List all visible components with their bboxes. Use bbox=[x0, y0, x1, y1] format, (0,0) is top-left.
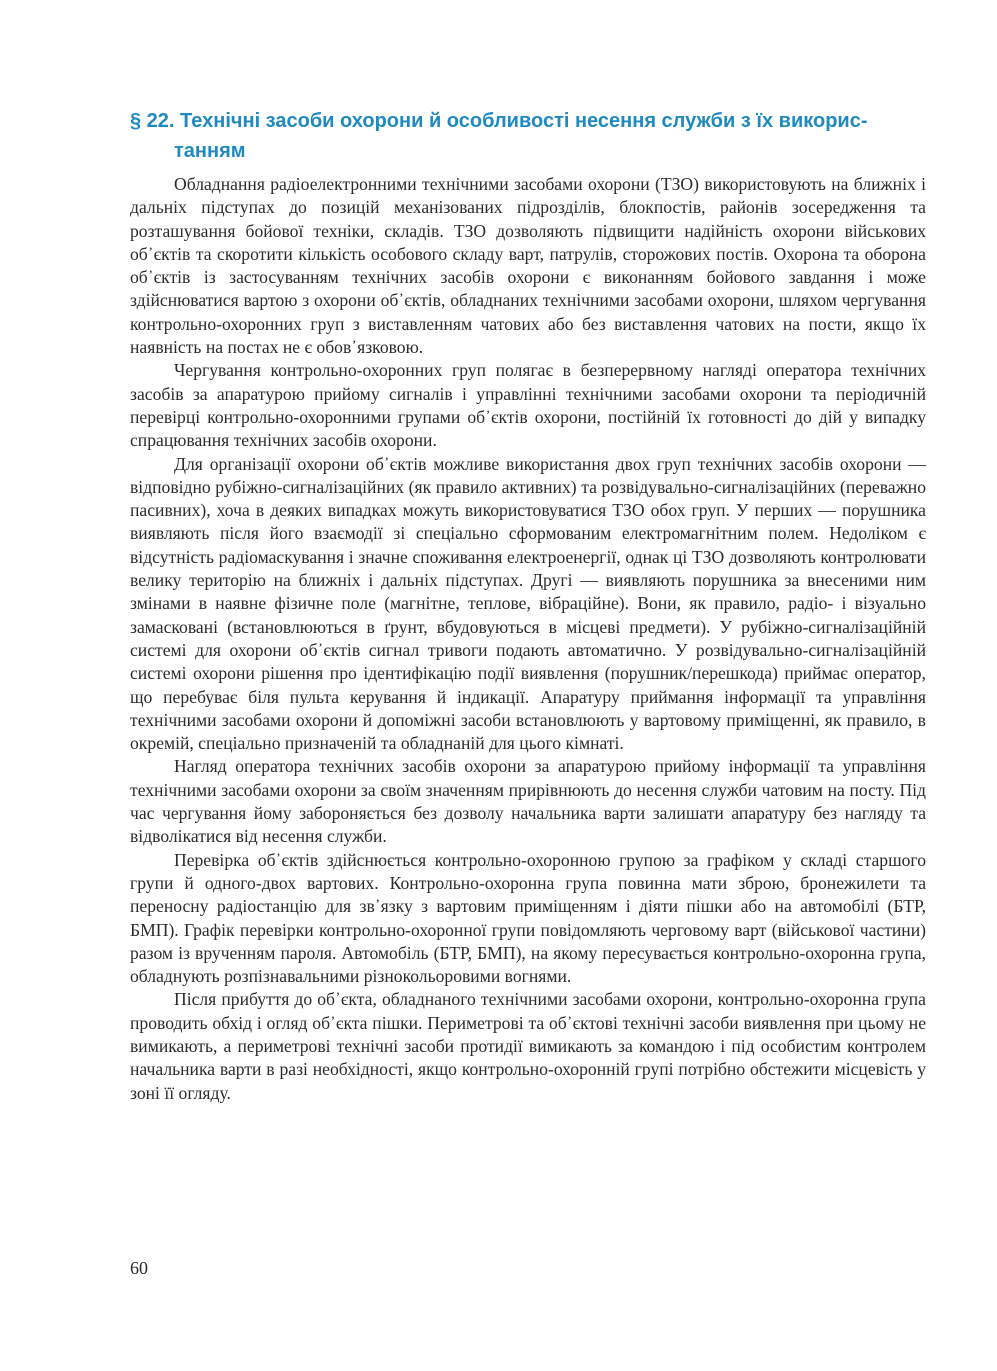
section-heading bbox=[130, 106, 930, 166]
section-heading-line-1: § 22. Технічні засоби охорони й особливості несення служби з їх викорис- bbox=[130, 110, 868, 132]
paragraph-3: Для організації охорони об᾿єктів можливе використання двох груп технічних засобів охорони — відповідно рубіжно-сигналізаційних (як правило активних) та розвідувально-сигналізаційних (переважно пасивних), хоча в деяких випадках можуть використовуватися ТЗО обох груп. У перших — порушника виявляють після його взаємодії зі спеціально сформованим електромагнітним полем. Недоліком є відсутність радіомаскування і значне споживання електроенергії, однак ці ТЗО дозволяють контролювати велику територію на ближніх і дальніх підступах. Другі — виявляють порушника за внесеними ним змінами в наявне фізичне поле (магнітне, теплове, вібраційне). Вони, як правило, радіо- і візуально замасковані (встановлюються в ґрунт, вбудовуються в місцеві предмети). У рубіжно-сигналізаційній системі для охорони об᾿єктів сигнал тривоги подають автоматично. У розвідувально-сигналізаційній системі охорони рішення про ідентифікацію події виявлення (порушник/перешкода) приймає оператор, що перебуває біля пульта керування й індикації. Апаратуру приймання інформації та управління технічними засобами охорони й допоміжні засоби встановлюють у вартовому приміщенні, як правило, в окремій, спеціально призначеній та обладнаній для цього кімнаті. bbox=[130, 453, 926, 754]
paragraph-2: Чергування контрольно-охоронних груп полягає в безперервному нагляді оператора технічних засобів за апаратурою прийому сигналів і управлінні технічними засобами охорони та періодичній перевірці контрольно-охоронними групами об᾿єктів охорони, постійній їх готовності до дій у випадку спрацювання технічних засобів охорони. bbox=[130, 360, 926, 451]
paragraph-4: Нагляд оператора технічних засобів охорони за апаратурою прийому інформації та управління технічними засобами охорони за своїм значенням прирівнюють до несення служби чатовим на посту. Під час чергування йому забороняється без дозволу начальника варти залишати апаратуру без нагляду та відволікатися від несення служби. bbox=[130, 756, 926, 847]
paragraph-1: Обладнання радіоелектронними технічними засобами охорони (ТЗО) використовують на ближніх і дальніх підступах до позицій механізованих підрозділів, блокпостів, районів зосередження та розташування бойової техніки, складів. ТЗО дозволяють підвищити надійність охорони військових об᾿єктів та скоротити кількість особового складу варт, патрулів, сторожових постів. Охорона та оборона об᾿єктів із застосуванням технічних засобів охорони є виконанням бойового завдання і може здійснюватися вартою з охорони об᾿єктів, обладнаних технічними засобами охорони, шляхом чергування контрольно-охоронних груп з виставленням чатових або без виставлення чатових на пости, якщо їх наявність на постах не є обов᾿язковою. bbox=[130, 174, 926, 358]
body-text bbox=[130, 173, 926, 1105]
section-heading-line-2: танням bbox=[174, 140, 246, 162]
page-number: 60 bbox=[130, 1258, 148, 1278]
paragraph-6: Після прибуття до об᾿єкта, обладнаного технічними засобами охорони, контрольно-охоронна група проводить обхід і огляд об᾿єкта пішки. Периметрові та об᾿єктові технічні засоби виявлення при цьому не вимикають, а периметрові технічні засоби протидії вимикають за командою і під особистим контролем начальника варти в разі необхідності, якщо контрольно-охоронній групі потрібно обстежити місцевість у зоні її огляду. bbox=[130, 989, 926, 1103]
paragraph-5: Перевірка об᾿єктів здійснюється контрольно-охоронною групою за графіком у складі старшого групи й одного-двох вартових. Контрольно-охоронна група повинна мати зброю, бронежилети та переносну радіостанцію для зв᾿язку з вартовим приміщенням і діяти пішки або на автомобілі (БТР, БМП). Графік перевірки контрольно-охоронної групи повідомляють черговому варт (військової частини) разом із врученням пароля. Автомобіль (БТР, БМП), на якому пересувається контрольно-охоронна група, обладнують розпізнавальними різнокольоровими вогнями. bbox=[130, 849, 926, 987]
